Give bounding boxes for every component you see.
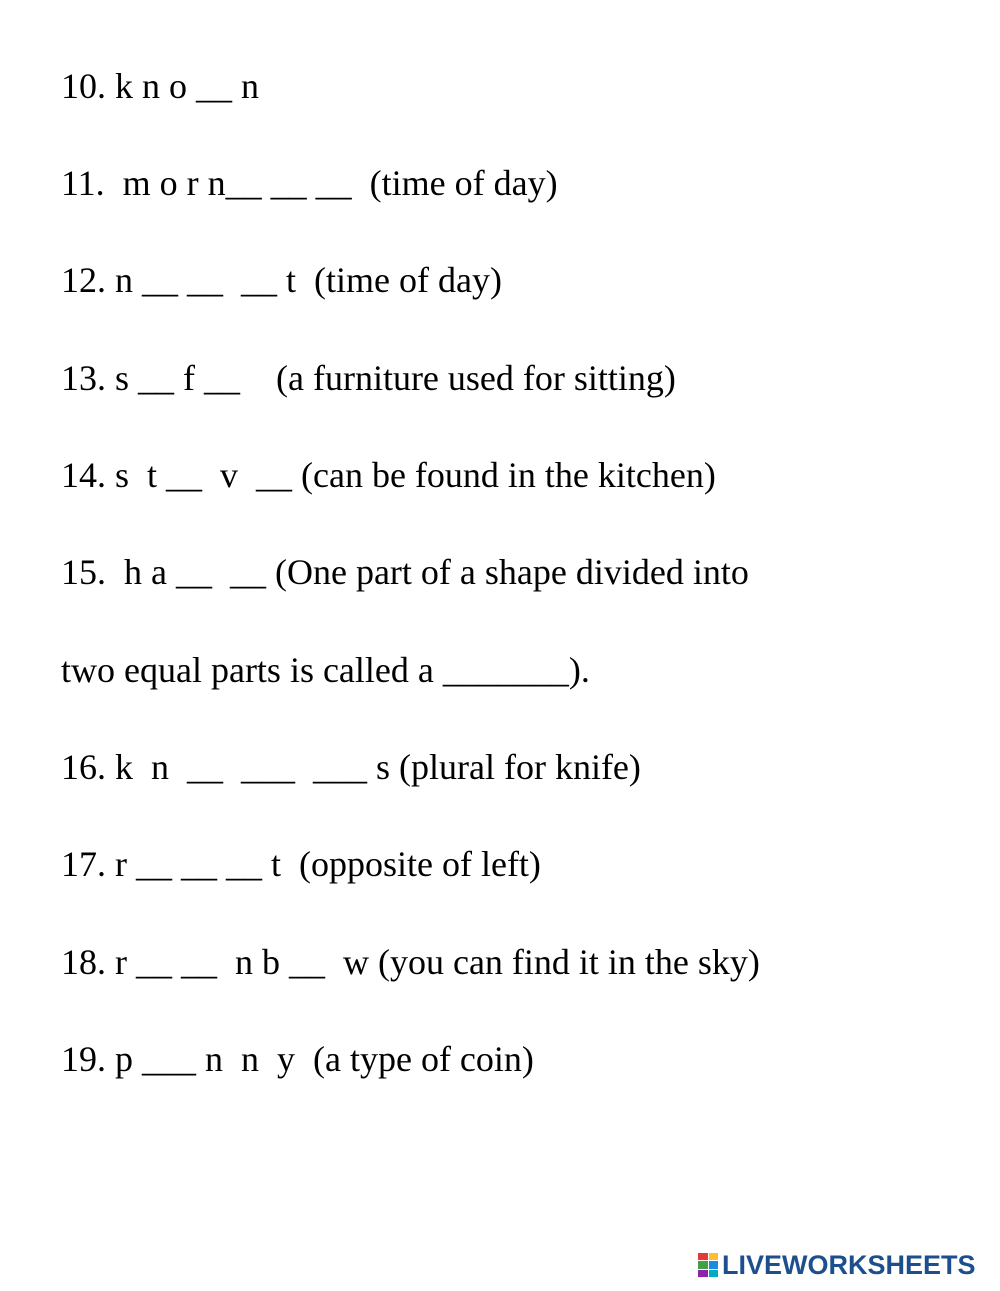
question-13: 13. s __ f __ (a furniture used for sitting) bbox=[61, 358, 676, 398]
question-17: 17. r __ __ __ t (opposite of left) bbox=[61, 844, 541, 884]
logo-square-blue bbox=[709, 1261, 719, 1268]
liveworksheets-logo bbox=[698, 1250, 976, 1280]
question-14: 14. s t __ v __ (can be found in the kitchen) bbox=[61, 455, 716, 495]
question-15-continued: two equal parts is called a _______). bbox=[61, 650, 590, 690]
question-12: 12. n __ __ __ t (time of day) bbox=[61, 260, 502, 300]
logo-square-cyan bbox=[709, 1270, 719, 1277]
question-18: 18. r __ __ n b __ w (you can find it in the sky) bbox=[61, 942, 760, 982]
logo-text: LIVEWORKSHEETS bbox=[722, 1250, 976, 1280]
logo-square-purple bbox=[698, 1270, 708, 1277]
question-16: 16. k n __ ___ ___ s (plural for knife) bbox=[61, 747, 641, 787]
logo-square-red bbox=[698, 1253, 708, 1260]
question-15: 15. h a __ __ (One part of a shape divided into bbox=[61, 552, 749, 592]
question-11: 11. m o r n__ __ __ (time of day) bbox=[61, 163, 558, 203]
logo-square-green bbox=[698, 1261, 708, 1268]
question-10: 10. k n o __ n bbox=[61, 66, 259, 106]
logo-square-yellow bbox=[709, 1253, 719, 1260]
liveworksheets-logo-icon bbox=[698, 1253, 718, 1277]
question-19: 19. p ___ n n y (a type of coin) bbox=[61, 1039, 534, 1079]
